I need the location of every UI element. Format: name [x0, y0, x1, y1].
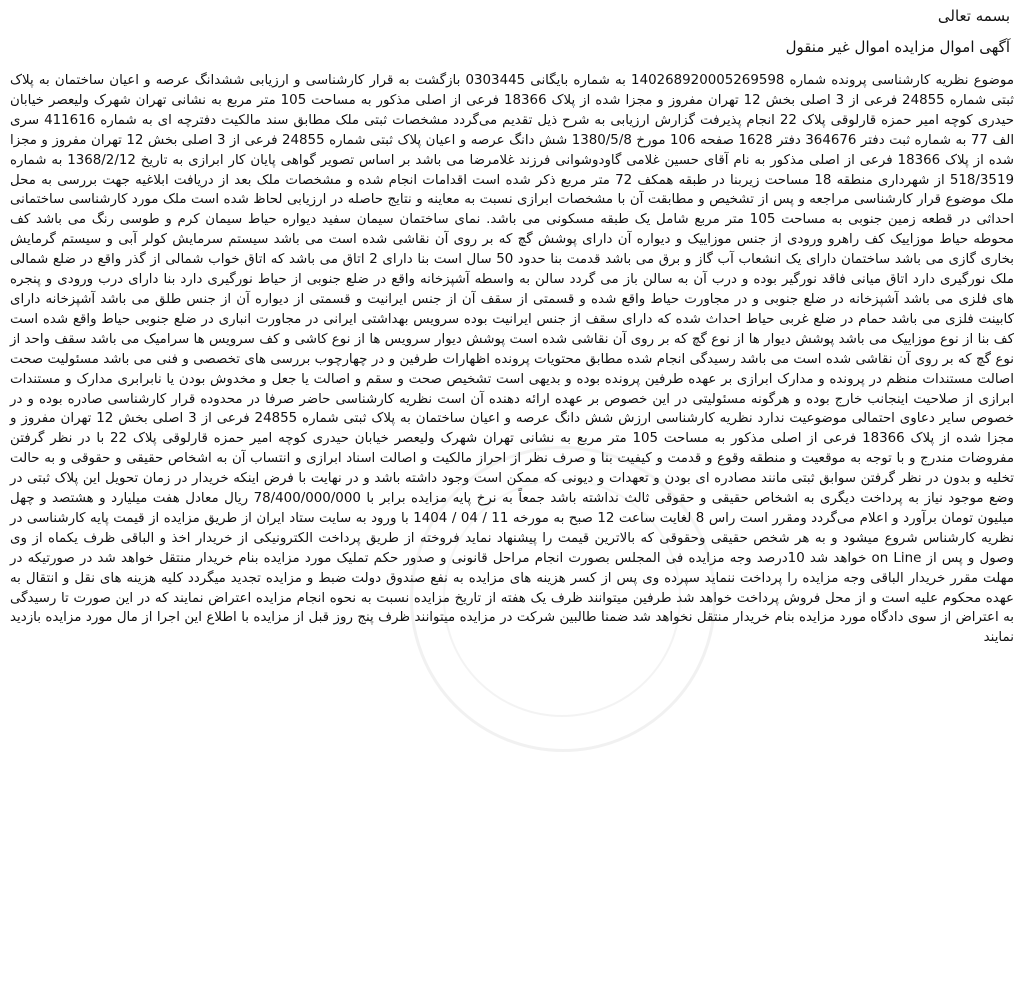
notice-body: موضوع نظریه کارشناسی پرونده شماره 140268920005269598 به شماره بایگانی 0303445 بازگشت به قرار کارشناسی و ارزیابی ششدانگ عرصه و اعیان ساختمان به پلاک ثبتی شماره 24855 فرعی از 3 اصلی بخش 12 تهران مفروز و مجزا شده از پلاک 18366 فرعی از اصلی مذکور به مساحت 105 متر مربع به نشانی تهران شهرک ولیعصر خیابان حیدری کوچه امیر حمزه قارلوقی پلاک 22 انجام پذیرفت گزارش ارزیابی به شرح ذیل تقدیم می‌گردد مشخصات ثبتی ملک مطابق سند مالکیت دفترچه ای به شماره 411616 سری الف 77 به شماره ثبت دفتر 364676 دفتر 1628 صفحه 106 مورخ 1380/5/8 شش دانگ عرصه و اعیان پلاک ثبتی شماره 24855 فرعی از 3 اصلی بخش 12 تهران مفروز و مجزا شده از پلاک 18366 فرعی از اصلی مذکور به نام آقای حسین غلامی گاودوشوانی فرزند غلامرضا می باشد بر اساس تصویر گواهی پایان کار ابرازی به تاریخ 1368/2/12 به شماره 518/3519 از شهرداری منطقه 18 مساحت زیربنا در طبقه همکف 72 متر مربع ذکر شده است اقدامات انجام شده و مشخصات ملک بعد از دریافت ابلاغیه جهت بررسی به محل ملک موضوع قرار کارشناسی مراجعه و پس از تشخیص و مطابقت آن با مشخصات ابرازی نسبت به معاینه و نتایج حاصله در ارزیابی لحاظ شده است ملک مورد کارشناسی ساختمانی احداثی در قطعه زمین جنوبی به مساحت 105 متر مربع شامل یک طبقه مسکونی می باشد. نمای ساختمان سیمان سفید دیواره حیاط سیمان کرم و طوسی رنگ می باشد کف محوطه حیاط موزاییک کف راهرو ورودی از جنس موزاییک و دیواره آن دارای پوشش گچ که بر روی آن نقاشی شده است می باشد سیستم سرمایش کولر آبی و سیستم گرمایش بخاری گازی می باشد ساختمان دارای یک انشعاب آب گاز و برق می باشد قدمت بنا حدود 50 سال است بنا دارای 2 اتاق می باشد که اتاق خواب شمالی از گذر واقع در ضلع شمالی ملک نورگیری دارد اتاق میانی فاقد نورگیر بوده و درب آن به سالن باز می گردد سالن به واسطه آشپزخانه واقع در ضلع جنوبی از حیاط نورگیری دارد بنا دارای درب ورودی و پنجره های فلزی می باشد آشپزخانه در ضلع جنوبی و در مجاورت حیاط واقع شده و قسمتی از سقف آن از جنس ایرانیت و قسمتی از دیواره آن از جنس طلق می باشد آشپزخانه دارای کابینت فلزی می باشد حمام در ضلع غربی حیاط احداث شده که دارای سقف از جنس ایرانیت بوده سرویس بهداشتی ایرانی در مجاورت انباری در ضلع جنوبی حیاط واقع شده است کف بنا از نوع موزاییک می باشد پوشش دیوار ها از نوع گچ که بر روی آن نقاشی شده است پوشش دیوار سرویس ها از نوع کاشی و کف سرویس ها سرامیک می باشد سقف واحد از نوع گچ که بر روی آن نقاشی شده است می باشد رسیدگی انجام شده مطابق محتویات پرونده اظهارات طرفین و در چهارچوب بررسی های تخصصی و فنی می باشد مسئولیت صحت اصالت مستندات منظم در پرونده و مدارک ابرازی بر عهده طرفین پرونده بوده و بدیهی است تشخیص صحت و سقم و اصالت یا جعل و مخدوش بودن یا نابرابری مدارک و مستندات ابرازی از صلاحیت اینجانب خارج بوده و هرگونه مسئولیتی در این خصوص بر عهده ارائه دهنده آن است نظریه کارشناسی حاضر صرفا در محدوده قرار کارشناسی صادره بوده و در خصوص سایر دعاوی احتمالی موضوعیت ندارد نظریه کارشناسی ارزش شش دانگ عرصه و اعیان ساختمان به پلاک ثبتی شماره 24855 فرعی از 3 اصلی بخش 12 تهران مفروز و مجزا شده از پلاک 18366 فرعی از اصلی مذکور به مساحت 105 متر مربع به نشانی تهران شهرک ولیعصر خیابان حیدری کوچه امیر حمزه قارلوقی پلاک 22 با در نظر گرفتن مفروضات مندرج و با توجه به موقعیت و منطقه وقوع و قدمت و کیفیت بنا و صرف نظر از احراز مالکیت و اصالت اسناد ابرازی و انتساب آن به اشخاص حقیقی و حقوقی و به حالت تخلیه و بدون در نظر گرفتن سوابق ثبتی مانند مصادره ای بودن و تعهدات و دیونی که ممکن است وجود داشته باشد و در نهایت با فرض اینکه خریدار در زمان تحویل این پلاک ثبتی در وضع موجود نیاز به پرداخت دیگری به اشخاص حقیقی و حقوقی ثالث نداشته باشد جمعاً به نرخ پایه مزایده برابر با 78/400/000/000 ریال معادل هفت میلیارد و هشتصد و چهل میلیون تومان برآورد و اعلام می‌گردد ومقرر است راس 8 لغایت ساعت 12 صبح به مورخه 11 / 04 / 1404 با ورود به سایت ستاد ایران از طریق مزایده از قیمت پایه کارشناسی در نظریه کارشناس شروع میشود و به هر شخص حقیقی وحقوقی که بالاترین قیمت را پیشنهاد نماید فروخته از طریق پرداخت الکترونیکی از خریدار اخذ و الباقی ظرف یکماه از وی وصول و پس از on Line خواهد شد 10درصد وجه مزایده فی المجلس بصورت انجام مراحل قانونی و صدور حکم تملیک مورد مزایده بنام خریدار منتقل خواهد شد در صورتیکه در مهلت مقرر خریدار الباقی وجه مزایده را پرداخت ننماید سپرده وی پس از کسر هزینه های مزایده به نفع صندوق دولت ضبط و مزایده تجدید میگردد کلیه هزینه های نقل و انتقال به عهده محکوم علیه است و از محل فروش پرداخت خواهد شد طرفین میتوانند ظرف یک هفته از تاریخ مزایده نسبت به نحوه انجام مزایده اعتراض نمایند که در این صورت تا رسیدگی به اعتراض از سوی دادگاه مورد مزایده بنام خریدار منتقل نخواهد شد ضمنا طالبین شرکت در مزایده میتوانند ظرف پنج روز قبل از مزایده با اطلاع این اجرا از مال مورد مزایده بازدید نمایند — [10, 73, 1015, 646]
notice-title: آگهی اموال مزایده اموال غیر منقول — [785, 38, 1010, 56]
notice-document — [10, 6, 1014, 966]
basmala-heading: بسمه تعالی — [937, 7, 1010, 25]
